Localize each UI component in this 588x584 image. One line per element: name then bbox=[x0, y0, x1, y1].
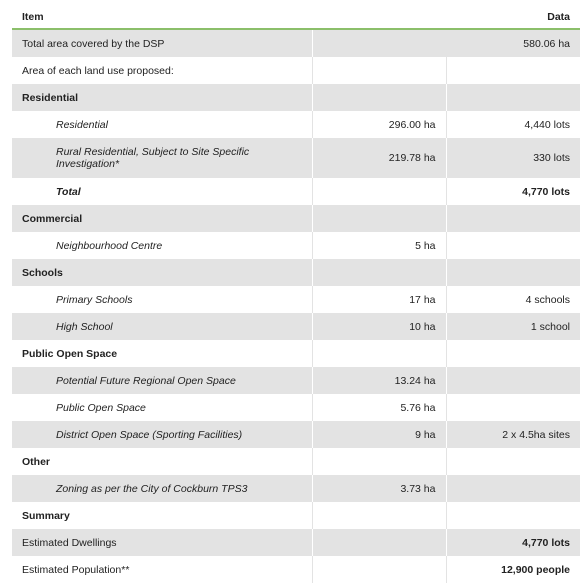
table-row bbox=[12, 340, 580, 367]
row-area bbox=[312, 448, 446, 475]
row-area: 219.78 ha bbox=[312, 138, 446, 178]
table-row bbox=[12, 138, 580, 178]
row-value bbox=[446, 259, 580, 286]
row-value: 4 schools bbox=[446, 286, 580, 313]
row-label: Public Open Space bbox=[12, 340, 312, 367]
row-value bbox=[446, 232, 580, 259]
row-area: 9 ha bbox=[312, 421, 446, 448]
row-value bbox=[446, 57, 580, 84]
header-spacer bbox=[312, 6, 446, 29]
row-label: Primary Schools bbox=[12, 286, 312, 313]
row-area: 10 ha bbox=[312, 313, 446, 340]
table-row bbox=[12, 259, 580, 286]
table-row bbox=[12, 367, 580, 394]
table-row bbox=[12, 205, 580, 232]
row-value: 1 school bbox=[446, 313, 580, 340]
row-label: Commercial bbox=[12, 205, 312, 232]
table-row bbox=[12, 29, 580, 57]
row-label: Area of each land use proposed: bbox=[12, 57, 312, 84]
table-row bbox=[12, 232, 580, 259]
row-area: 13.24 ha bbox=[312, 367, 446, 394]
table-header-row bbox=[12, 6, 580, 29]
row-label: Residential bbox=[12, 84, 312, 111]
row-area: 296.00 ha bbox=[312, 111, 446, 138]
table-row bbox=[12, 178, 580, 205]
row-label: Potential Future Regional Open Space bbox=[12, 367, 312, 394]
row-value: 4,440 lots bbox=[446, 111, 580, 138]
table-row bbox=[12, 529, 580, 556]
row-area bbox=[312, 556, 446, 583]
row-value bbox=[446, 84, 580, 111]
row-value: 330 lots bbox=[446, 138, 580, 178]
table-row bbox=[12, 421, 580, 448]
row-value bbox=[446, 475, 580, 502]
table-row bbox=[12, 286, 580, 313]
row-value: 580.06 ha bbox=[312, 29, 580, 57]
row-label: High School bbox=[12, 313, 312, 340]
row-area: 17 ha bbox=[312, 286, 446, 313]
row-value bbox=[446, 205, 580, 232]
row-area bbox=[312, 178, 446, 205]
row-area: 5.76 ha bbox=[312, 394, 446, 421]
row-value: 12,900 people bbox=[446, 556, 580, 583]
row-value bbox=[446, 340, 580, 367]
table-row bbox=[12, 57, 580, 84]
header-item: Item bbox=[12, 6, 312, 29]
row-value bbox=[446, 394, 580, 421]
row-label: Public Open Space bbox=[12, 394, 312, 421]
table-body bbox=[12, 29, 580, 583]
row-area bbox=[312, 340, 446, 367]
header-data: Data bbox=[446, 6, 580, 29]
row-area bbox=[312, 502, 446, 529]
row-label: Summary bbox=[12, 502, 312, 529]
row-label: Schools bbox=[12, 259, 312, 286]
row-area bbox=[312, 259, 446, 286]
row-label: Other bbox=[12, 448, 312, 475]
row-area bbox=[312, 57, 446, 84]
row-label: District Open Space (Sporting Facilities) bbox=[12, 421, 312, 448]
row-label: Neighbourhood Centre bbox=[12, 232, 312, 259]
row-area: 3.73 ha bbox=[312, 475, 446, 502]
table-row bbox=[12, 394, 580, 421]
row-label: Total bbox=[12, 178, 312, 205]
row-area: 5 ha bbox=[312, 232, 446, 259]
table-row bbox=[12, 556, 580, 583]
row-label: Estimated Population** bbox=[12, 556, 312, 583]
table-row bbox=[12, 475, 580, 502]
row-label: Residential bbox=[12, 111, 312, 138]
table-row bbox=[12, 84, 580, 111]
land-use-table bbox=[12, 6, 580, 583]
row-label: Zoning as per the City of Cockburn TPS3 bbox=[12, 475, 312, 502]
row-value bbox=[446, 502, 580, 529]
row-area bbox=[312, 529, 446, 556]
table-row bbox=[12, 502, 580, 529]
table-row bbox=[12, 313, 580, 340]
row-value: 4,770 lots bbox=[446, 178, 580, 205]
row-value bbox=[446, 367, 580, 394]
row-area bbox=[312, 84, 446, 111]
table-row bbox=[12, 448, 580, 475]
row-value: 2 x 4.5ha sites bbox=[446, 421, 580, 448]
row-value bbox=[446, 448, 580, 475]
row-label: Total area covered by the DSP bbox=[12, 29, 312, 57]
row-value: 4,770 lots bbox=[446, 529, 580, 556]
row-label: Rural Residential, Subject to Site Specific Investigation* bbox=[12, 138, 312, 178]
table-row bbox=[12, 111, 580, 138]
row-label: Estimated Dwellings bbox=[12, 529, 312, 556]
row-area bbox=[312, 205, 446, 232]
